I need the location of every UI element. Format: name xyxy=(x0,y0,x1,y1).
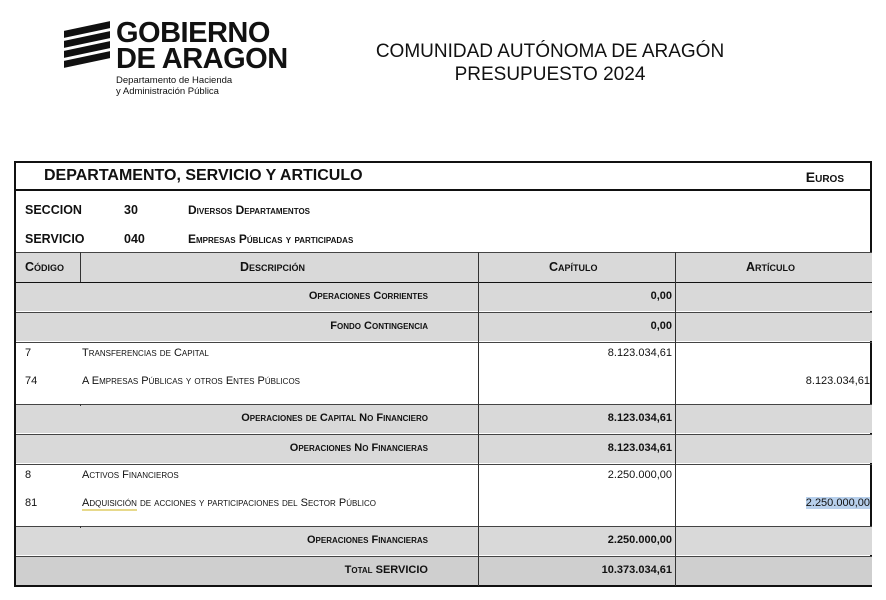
servicio-code: 040 xyxy=(124,232,145,246)
hline xyxy=(16,312,872,313)
row-art74-label: A Empresas Públicas y otros Entes Públicos xyxy=(82,375,301,387)
row-op-fin-label: Operaciones Financieras xyxy=(306,534,428,546)
row-op-no-fin-label: Operaciones No Financieras xyxy=(289,442,428,454)
band-op-capital xyxy=(16,405,872,433)
hline xyxy=(16,464,872,465)
logo-sub-line1: Departamento de Hacienda xyxy=(116,75,233,86)
hline xyxy=(16,342,872,343)
row-cap8-capitulo: 2.250.000,00 xyxy=(607,469,672,481)
row-cap7-code: 7 xyxy=(25,347,32,359)
row-fondo-capitulo: 0,00 xyxy=(650,320,672,332)
hline xyxy=(16,556,872,557)
column-header-descripcion: Descripción xyxy=(240,260,306,274)
row-total-label-suffix: SERVICIO xyxy=(372,564,428,576)
hline xyxy=(16,282,872,283)
row-op-fin-capitulo: 2.250.000,00 xyxy=(607,534,672,546)
row-total-label-prefix: Total xyxy=(344,564,373,576)
row-art81-label-rest: de acciones y participaciones del Sector Público xyxy=(136,497,376,509)
logo-sub-line2: y Administración Pública xyxy=(116,86,219,97)
vline xyxy=(478,252,479,586)
logo-text-line1: GOBIERNO xyxy=(116,17,270,49)
row-op-capital-capitulo: 8.123.034,61 xyxy=(607,412,672,424)
document-title xyxy=(340,40,760,86)
title-line2: PRESUPUESTO 2024 xyxy=(454,64,646,85)
currency-label: Euros xyxy=(805,169,844,185)
seccion-name: Diversos Departamentos xyxy=(188,203,311,217)
row-op-capital-label: Operaciones de Capital No Financiero xyxy=(241,412,428,424)
row-op-no-fin-capitulo: 8.123.034,61 xyxy=(607,442,672,454)
column-header-articulo: Artículo xyxy=(746,260,796,274)
row-art81-label-first: Adquisición xyxy=(82,497,137,509)
hline xyxy=(16,404,872,405)
row-cap8-label: Activos Financieros xyxy=(82,469,179,481)
row-total-label xyxy=(345,564,428,576)
row-op-corrientes-capitulo: 0,00 xyxy=(650,290,672,302)
row-art81-articulo-value[interactable]: 2.250.000,00 xyxy=(805,497,870,509)
row-op-corrientes-label: Operaciones Corrientes xyxy=(308,290,428,302)
row-art81-articulo[interactable] xyxy=(806,497,870,509)
seccion-code: 30 xyxy=(124,203,138,217)
column-header-capitulo: Capítulo xyxy=(549,260,598,274)
title-line1: COMUNIDAD AUTÓNOMA DE ARAGÓN xyxy=(375,41,725,62)
servicio-name: Empresas Públicas y participadas xyxy=(188,232,354,246)
band-op-fin xyxy=(16,527,872,555)
logo-stripes-icon xyxy=(64,24,110,68)
row-art74-code: 74 xyxy=(25,375,38,387)
row-art81-code: 81 xyxy=(25,497,38,509)
row-cap7-label: Transferencias de Capital xyxy=(82,347,209,359)
vline xyxy=(675,252,676,586)
report-frame xyxy=(14,161,872,587)
row-art81-label xyxy=(82,497,376,509)
table-header-band xyxy=(16,252,872,282)
row-fondo-label: Fondo Contingencia xyxy=(330,320,428,332)
vline xyxy=(80,252,81,282)
column-header-codigo: Código xyxy=(25,260,65,274)
row-total-capitulo: 10.373.034,61 xyxy=(601,564,672,576)
gobierno-aragon-logo xyxy=(64,17,294,102)
band-fondo xyxy=(16,313,872,341)
hline xyxy=(16,434,872,435)
servicio-label: SERVICIO xyxy=(25,232,85,246)
band-total xyxy=(16,557,872,585)
vline xyxy=(80,526,81,528)
vline xyxy=(80,404,81,406)
seccion-label: SECCION xyxy=(25,203,82,217)
hline xyxy=(16,526,872,527)
row-cap8-code: 8 xyxy=(25,469,32,481)
logo-subtitle xyxy=(116,75,232,97)
band-op-corrientes xyxy=(16,283,872,311)
row-cap7-capitulo: 8.123.034,61 xyxy=(607,347,672,359)
hline xyxy=(16,252,872,253)
band-op-no-fin xyxy=(16,435,872,463)
report-heading: DEPARTAMENTO, SERVICIO Y ARTICULO xyxy=(44,167,363,184)
logo-text-line2: DE ARAGON xyxy=(116,43,288,75)
row-art74-articulo: 8.123.034,61 xyxy=(805,375,870,387)
